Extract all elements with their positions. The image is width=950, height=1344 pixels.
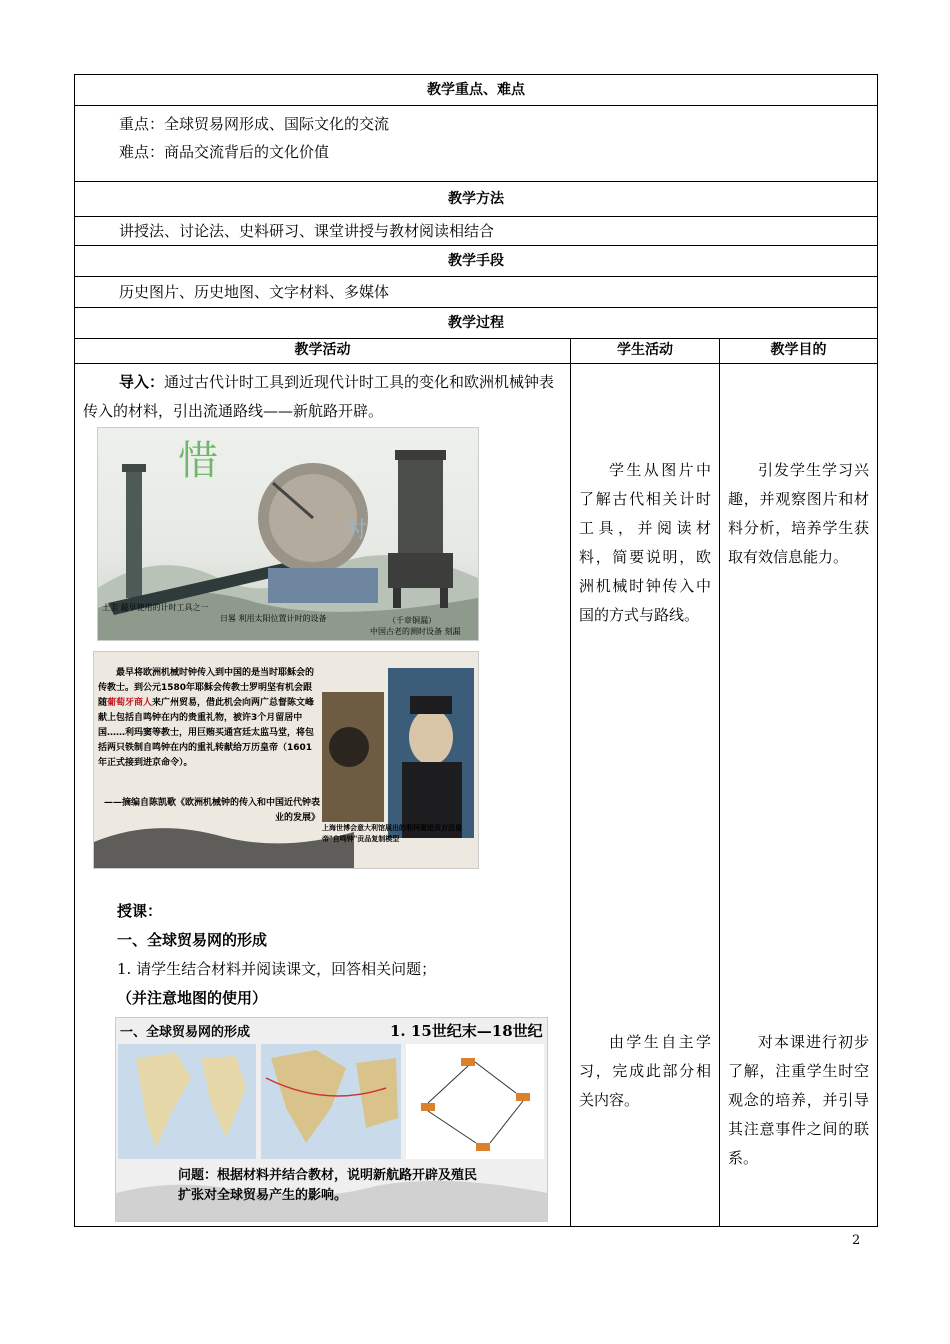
image3-title: 一、全球贸易网的形成 <box>120 1025 251 1040</box>
key-point-text: 重点：全球贸易网形成、国际文化的交流 <box>119 115 390 133</box>
means-text: 历史图片、历史地图、文字材料、多媒体 <box>75 277 878 308</box>
clock-material-source: ——摘编自陈凯歌《欧洲机械钟的传入和中国近代钟表业的发展》 <box>103 798 320 823</box>
page-number: 2 <box>852 1233 861 1248</box>
method-text: 讲授法、讨论法、史料研习、课堂讲授与教材阅读相结合 <box>75 217 878 246</box>
col-activity-header: 教学活动 <box>75 339 571 364</box>
means-header: 教学手段 <box>75 246 878 277</box>
caption-rigui: 日晷 利用太阳位置计时的设备 <box>220 614 327 623</box>
mechanical-clock-image <box>93 651 479 869</box>
student-activity-cell <box>571 364 720 1227</box>
clock-text-part-b: 来广州贸易，借此机会向两广总督陈文峰献上包括自鸣钟在内的贵重礼物，被许3个月留居中国……利玛窦等教士，用巨贿买通宫廷太监马堂，将包括两只铁制自鸣钟在内的重礼转献给万历皇帝（1601年正式接到进京命令）。 <box>98 698 315 768</box>
intro-paragraph <box>83 368 562 426</box>
student-activity-2: 由学生自主学习，完成此部分相关内容。 <box>579 1033 711 1109</box>
shi-character: 时 <box>345 518 368 543</box>
col-purpose-header: 教学目的 <box>720 339 878 364</box>
lesson-plan-table <box>74 74 878 1227</box>
teaching-purpose-1: 引发学生学习兴趣，并观察图片和材料分析，培养学生获取有效信息能力。 <box>728 461 869 566</box>
activity-cell <box>75 364 571 1227</box>
caption-tugui: 土圭 最早使用的计时工具之一 <box>102 603 209 612</box>
difficulty-text: 难点：商品交流背后的文化价值 <box>119 143 330 161</box>
teaching-purpose-cell <box>720 364 878 1227</box>
lesson-plan-page <box>74 74 877 1227</box>
teaching-purpose-2: 对本课进行初步了解，注重学生时空观念的培养，并引导其注意事件之间的联系。 <box>728 1033 869 1167</box>
key-points-cell <box>75 106 878 182</box>
image3-question: 问题：根据材料并结合教材，说明新航路开辟及殖民扩张对全球贸易产生的影响。 <box>178 1168 478 1203</box>
task1-text: 1. 请学生结合材料并阅读课文，回答相关问题； <box>117 960 437 978</box>
map-note: （并注意地图的使用） <box>117 989 268 1007</box>
intro-label: 导入： <box>119 373 165 391</box>
clock-text-highlight: 葡萄牙商人 <box>107 698 153 708</box>
caption-kelou: 中国古老的测时设备 刻漏 <box>370 627 461 636</box>
student-activity-1: 学生从图片中了解古代相关计时工具，并阅读材料，简要说明，欧洲机械时钟传入中国的方式与路线。 <box>579 461 711 624</box>
trade-network-image <box>115 1017 548 1222</box>
image3-period: 1. 15世纪末—18世纪 <box>390 1022 543 1040</box>
clock-model-caption: 上海世博会意大利馆展出的利玛窦进贡万历皇帝"自鸣钟"贡品复制模型 <box>322 823 462 843</box>
timekeeping-tools-image <box>97 427 479 641</box>
method-header: 教学方法 <box>75 182 878 217</box>
intro-text: 通过古代计时工具到近现代计时工具的变化和欧洲机械钟表传入的材料，引出流通路线——新航路开辟。 <box>83 373 555 420</box>
caption-tonglou: （千章铜漏） <box>388 616 436 625</box>
xi-character: 惜 <box>178 438 218 484</box>
clock-text-part-a: 最早将欧洲机械时钟传入到中国的是当时耶稣会的传教士。到公元1580年耶稣会传教士罗明坚有机会跟随 <box>98 668 315 708</box>
clock-material-text <box>98 666 320 771</box>
lesson-label: 授课： <box>117 902 163 920</box>
section1-heading: 一、全球贸易网的形成 <box>117 931 268 949</box>
col-student-header: 学生活动 <box>571 339 720 364</box>
process-header: 教学过程 <box>75 308 878 339</box>
key-points-header: 教学重点、难点 <box>75 75 878 106</box>
